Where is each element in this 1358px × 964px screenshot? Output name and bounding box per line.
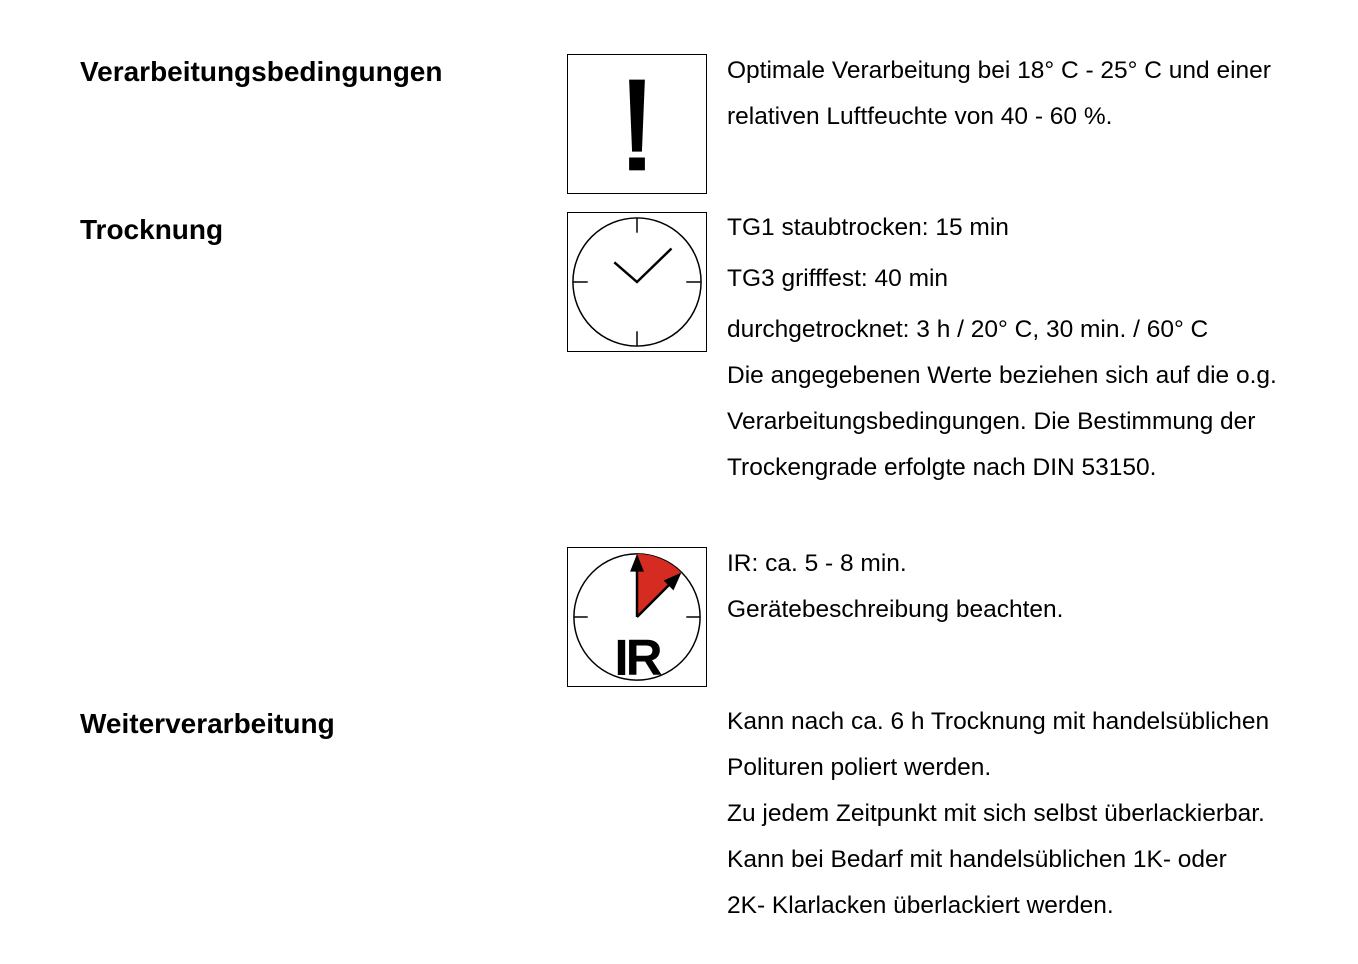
- ir-label: IR: [614, 629, 660, 686]
- weiterverarbeitung-line: 2K- Klarlacken überlackiert werden.: [727, 892, 1114, 919]
- weiterverarbeitung-line: Zu jedem Zeitpunkt mit sich selbst überlackierbar.: [727, 800, 1265, 827]
- trocknung-line: TG1 staubtrocken: 15 min: [727, 214, 1009, 241]
- heading-trocknung: Trocknung: [80, 214, 224, 245]
- verarbeitung-line: relativen Luftfeuchte von 40 - 60 %.: [727, 103, 1113, 130]
- weiterverarbeitung-line: Kann nach ca. 6 h Trocknung mit handelsüblichen: [727, 708, 1270, 735]
- trocknung-line: Die angegebenen Werte beziehen sich auf die o.g.: [727, 362, 1277, 389]
- heading-verarbeitungsbedingungen: Verarbeitungsbedingungen: [80, 56, 443, 87]
- clock-icon: [567, 212, 707, 352]
- weiterverarbeitung-line: Polituren poliert werden.: [727, 754, 992, 781]
- trocknung-line: Verarbeitungsbedingungen. Die Bestimmung der: [727, 408, 1256, 435]
- trocknung-line: TG3 grifffest: 40 min: [727, 265, 949, 292]
- trocknung-line: Trockengrade erfolgte nach DIN 53150.: [727, 454, 1157, 481]
- ir-line: Gerätebeschreibung beachten.: [727, 596, 1064, 623]
- ir-clock-icon: [567, 547, 707, 687]
- trocknung-line: durchgetrocknet: 3 h / 20° C, 30 min. / 60° C: [727, 316, 1209, 343]
- heading-weiterverarbeitung: Weiterverarbeitung: [80, 708, 335, 739]
- ir-line: IR: ca. 5 - 8 min.: [727, 550, 907, 577]
- exclamation-icon: [567, 54, 707, 194]
- verarbeitung-line: Optimale Verarbeitung bei 18° C - 25° C und einer: [727, 57, 1271, 84]
- weiterverarbeitung-line: Kann bei Bedarf mit handelsüblichen 1K- oder: [727, 846, 1227, 873]
